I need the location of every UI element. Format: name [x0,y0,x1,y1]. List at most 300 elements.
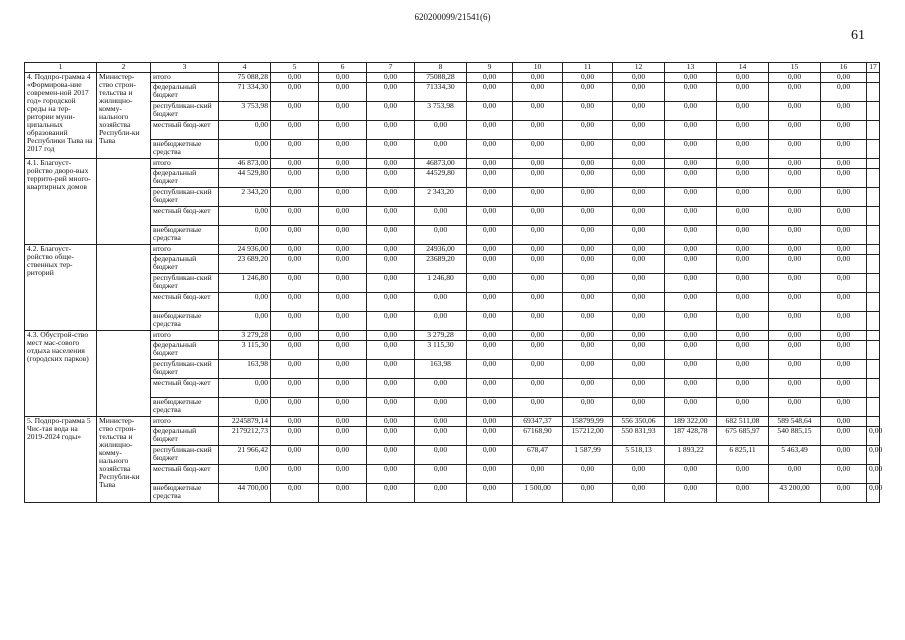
amount-cell: 23 689,20 [219,255,271,274]
table-row [25,293,880,312]
amount-cell: 0,00 [319,140,367,159]
amount-cell: 0,00 [271,293,319,312]
table-row [25,427,880,446]
funding-source: республикан-ский бюджет [151,446,219,465]
funding-source: внебюджетные средства [151,484,219,503]
amount-cell: 0,00 [513,255,563,274]
amount-cell: 0,00 [513,465,563,484]
amount-cell: 0,00 [271,207,319,226]
amount-cell: 0,00 [367,379,415,398]
table-row [25,207,880,226]
amount-cell: 0,00 [613,465,665,484]
amount-cell: 0,00 [613,255,665,274]
amount-cell: 0,00 [319,169,367,188]
amount-cell: 0,00 [613,169,665,188]
funding-source: внебюджетные средства [151,226,219,245]
amount-cell: 0,00 [467,83,513,102]
amount-cell: 0,00 [867,427,880,446]
amount-cell: 0,00 [717,293,769,312]
amount-cell: 0,00 [219,226,271,245]
amount-cell: 0,00 [821,427,867,446]
column-number: 7 [367,63,415,73]
funding-source: республикан-ский бюджет [151,188,219,207]
amount-cell: 540 885,15 [769,427,821,446]
amount-cell: 0,00 [821,188,867,207]
amount-cell: 0,00 [563,245,613,255]
amount-cell: 0,00 [271,102,319,121]
amount-cell: 0,00 [271,484,319,503]
amount-cell: 0,00 [467,207,513,226]
amount-cell: 0,00 [717,465,769,484]
amount-cell: 0,00 [613,341,665,360]
amount-cell: 0,00 [513,169,563,188]
amount-cell: 0,00 [467,484,513,503]
amount-cell: 0,00 [769,312,821,331]
amount-cell: 6 825,11 [717,446,769,465]
amount-cell: 0,00 [563,360,613,379]
responsible-executor: Министер-ство строи-тельства и жилищно-комму-нального хозяйства Республи-ки Тыва [97,73,151,159]
amount-cell: 0,00 [513,83,563,102]
amount-cell: 0,00 [415,293,467,312]
amount-cell: 0,00 [613,398,665,417]
amount-cell: 0,00 [769,73,821,83]
amount-cell: 158799,99 [563,417,613,427]
amount-cell: 0,00 [219,293,271,312]
amount-cell: 0,00 [769,207,821,226]
amount-cell: 0,00 [563,255,613,274]
amount-cell: 0,00 [367,484,415,503]
amount-cell: 0,00 [367,207,415,226]
amount-cell: 46 873,00 [219,159,271,169]
amount-cell: 0,00 [563,226,613,245]
amount-cell: 0,00 [563,73,613,83]
amount-cell: 0,00 [563,102,613,121]
amount-cell [867,360,880,379]
amount-cell: 0,00 [513,121,563,140]
table-row [25,274,880,293]
amount-cell: 0,00 [717,188,769,207]
program-name: 4.1. Благоуст-ройство дворо-вых террито-рий много-квартирных домов [25,159,97,245]
amount-cell: 0,00 [821,83,867,102]
table-row [25,83,880,102]
table-row [25,331,880,341]
amount-cell: 0,00 [319,159,367,169]
amount-cell: 2 343,20 [219,188,271,207]
column-number: 11 [563,63,613,73]
amount-cell: 0,00 [821,331,867,341]
amount-cell: 0,00 [821,379,867,398]
column-number: 8 [415,63,467,73]
amount-cell: 0,00 [563,274,613,293]
amount-cell: 0,00 [367,73,415,83]
program-name: 4.2. Благоуст-ройство обще-ственных тер-риторий [25,245,97,331]
amount-cell: 0,00 [717,73,769,83]
page-number: 61 [851,28,865,43]
amount-cell: 0,00 [367,312,415,331]
amount-cell: 0,00 [319,226,367,245]
amount-cell: 0,00 [613,484,665,503]
amount-cell: 0,00 [769,169,821,188]
amount-cell [867,379,880,398]
amount-cell: 0,00 [367,341,415,360]
responsible-executor [97,245,151,331]
amount-cell: 0,00 [271,169,319,188]
amount-cell: 0,00 [717,255,769,274]
responsible-executor [97,159,151,245]
amount-cell [867,341,880,360]
amount-cell: 0,00 [867,465,880,484]
table-row [25,465,880,484]
column-number: 17 [867,63,880,73]
amount-cell: 678,47 [513,446,563,465]
amount-cell: 0,00 [415,427,467,446]
amount-cell: 0,00 [319,188,367,207]
amount-cell: 0,00 [367,226,415,245]
amount-cell [867,312,880,331]
amount-cell: 0,00 [769,226,821,245]
amount-cell: 5 518,13 [613,446,665,465]
amount-cell: 0,00 [367,293,415,312]
amount-cell: 0,00 [717,245,769,255]
amount-cell: 0,00 [613,293,665,312]
amount-cell: 0,00 [665,121,717,140]
amount-cell: 0,00 [367,245,415,255]
amount-cell: 0,00 [219,207,271,226]
amount-cell: 0,00 [821,245,867,255]
amount-cell: 0,00 [769,140,821,159]
funding-source: республикан-ский бюджет [151,360,219,379]
amount-cell [867,245,880,255]
amount-cell: 71334,30 [415,83,467,102]
amount-cell: 0,00 [319,245,367,255]
column-number: 6 [319,63,367,73]
table-row [25,360,880,379]
amount-cell: 0,00 [613,188,665,207]
amount-cell: 0,00 [271,360,319,379]
amount-cell: 0,00 [563,398,613,417]
amount-cell: 0,00 [665,484,717,503]
amount-cell: 0,00 [367,121,415,140]
amount-cell [867,169,880,188]
amount-cell [867,293,880,312]
program-name: 4. Подпро-грамма 4 «Формирова-ние современ-ной 2017 год» городской среды на тер-ритории муни-ципальных образований Республики Тыва на 2017 год [25,73,97,159]
amount-cell: 0,00 [665,245,717,255]
amount-cell: 0,00 [665,159,717,169]
amount-cell: 23689,20 [415,255,467,274]
table-row [25,417,880,427]
amount-cell: 2245879,14 [219,417,271,427]
funding-source: федеральный бюджет [151,169,219,188]
amount-cell: 0,00 [821,484,867,503]
amount-cell: 0,00 [367,465,415,484]
funding-source: местный бюд-жет [151,121,219,140]
amount-cell: 589 548,64 [769,417,821,427]
amount-cell: 0,00 [563,159,613,169]
amount-cell: 0,00 [563,207,613,226]
table-row [25,484,880,503]
amount-cell: 0,00 [415,312,467,331]
amount-cell: 0,00 [821,417,867,427]
amount-cell: 1 500,00 [513,484,563,503]
amount-cell: 0,00 [271,255,319,274]
amount-cell: 0,00 [769,331,821,341]
amount-cell [867,159,880,169]
amount-cell: 0,00 [513,188,563,207]
amount-cell: 0,00 [717,169,769,188]
amount-cell: 0,00 [319,293,367,312]
table-row [25,446,880,465]
amount-cell: 24 936,00 [219,245,271,255]
amount-cell: 0,00 [367,274,415,293]
amount-cell: 0,00 [769,188,821,207]
amount-cell: 0,00 [271,417,319,427]
amount-cell: 0,00 [613,226,665,245]
table-row [25,312,880,331]
amount-cell: 0,00 [415,446,467,465]
amount-cell: 0,00 [513,207,563,226]
amount-cell: 0,00 [271,83,319,102]
funding-source: внебюджетные средства [151,312,219,331]
amount-cell: 0,00 [271,121,319,140]
amount-cell: 0,00 [665,331,717,341]
amount-cell: 0,00 [769,341,821,360]
amount-cell: 0,00 [769,83,821,102]
amount-cell: 0,00 [769,293,821,312]
amount-cell: 0,00 [717,360,769,379]
amount-cell: 0,00 [821,312,867,331]
amount-cell: 0,00 [271,312,319,331]
table-row [25,188,880,207]
funding-source: федеральный бюджет [151,341,219,360]
amount-cell: 189 322,00 [665,417,717,427]
funding-source: итого [151,159,219,169]
amount-cell: 0,00 [271,159,319,169]
amount-cell: 0,00 [769,274,821,293]
amount-cell: 0,00 [513,245,563,255]
table-row [25,102,880,121]
amount-cell: 0,00 [367,188,415,207]
amount-cell [867,73,880,83]
amount-cell: 163,98 [415,360,467,379]
amount-cell: 0,00 [665,398,717,417]
funding-source: местный бюд-жет [151,207,219,226]
amount-cell: 0,00 [613,331,665,341]
amount-cell: 0,00 [367,360,415,379]
amount-cell: 157212,00 [563,427,613,446]
amount-cell: 0,00 [319,341,367,360]
amount-cell: 0,00 [821,293,867,312]
amount-cell: 0,00 [665,341,717,360]
amount-cell: 0,00 [415,417,467,427]
amount-cell: 0,00 [513,331,563,341]
amount-cell: 0,00 [467,379,513,398]
column-number: 1 [25,63,97,73]
column-number: 15 [769,63,821,73]
amount-cell: 44 700,00 [219,484,271,503]
column-number: 4 [219,63,271,73]
amount-cell: 0,00 [513,274,563,293]
amount-cell: 0,00 [219,312,271,331]
amount-cell: 0,00 [367,169,415,188]
amount-cell: 0,00 [821,465,867,484]
amount-cell: 0,00 [613,159,665,169]
amount-cell: 675 685,97 [717,427,769,446]
column-number: 13 [665,63,717,73]
amount-cell: 0,00 [319,427,367,446]
column-number: 2 [97,63,151,73]
amount-cell: 0,00 [821,255,867,274]
amount-cell: 0,00 [821,446,867,465]
amount-cell: 0,00 [415,121,467,140]
amount-cell: 0,00 [467,427,513,446]
amount-cell: 0,00 [319,484,367,503]
amount-cell: 3 115,30 [219,341,271,360]
amount-cell: 0,00 [467,398,513,417]
amount-cell: 0,00 [821,341,867,360]
table-row [25,121,880,140]
amount-cell: 0,00 [415,140,467,159]
amount-cell: 0,00 [415,398,467,417]
amount-cell: 2179212,73 [219,427,271,446]
amount-cell: 0,00 [367,255,415,274]
amount-cell: 0,00 [513,140,563,159]
amount-cell: 0,00 [367,417,415,427]
amount-cell: 0,00 [563,169,613,188]
amount-cell: 69347,37 [513,417,563,427]
column-number: 16 [821,63,867,73]
table-row [25,341,880,360]
amount-cell: 0,00 [563,121,613,140]
amount-cell: 0,00 [613,73,665,83]
amount-cell: 0,00 [367,331,415,341]
amount-cell: 0,00 [367,427,415,446]
amount-cell: 0,00 [219,379,271,398]
amount-cell: 0,00 [821,159,867,169]
amount-cell: 0,00 [717,102,769,121]
amount-cell: 0,00 [513,398,563,417]
amount-cell: 0,00 [821,274,867,293]
amount-cell: 0,00 [665,293,717,312]
budget-table [24,62,883,503]
amount-cell: 0,00 [613,245,665,255]
column-number: 5 [271,63,319,73]
amount-cell: 0,00 [319,102,367,121]
amount-cell [867,121,880,140]
amount-cell: 0,00 [563,140,613,159]
amount-cell: 44 529,80 [219,169,271,188]
amount-cell: 0,00 [563,484,613,503]
amount-cell: 0,00 [821,360,867,379]
amount-cell: 0,00 [821,102,867,121]
amount-cell: 0,00 [319,207,367,226]
amount-cell: 0,00 [513,226,563,245]
amount-cell: 67168,90 [513,427,563,446]
amount-cell: 0,00 [513,341,563,360]
column-number: 10 [513,63,563,73]
amount-cell: 0,00 [367,398,415,417]
funding-source: федеральный бюджет [151,427,219,446]
amount-cell: 75088,28 [415,73,467,83]
amount-cell: 187 428,78 [665,427,717,446]
amount-cell: 0,00 [319,446,367,465]
funding-source: итого [151,417,219,427]
funding-source: республикан-ский бюджет [151,102,219,121]
amount-cell: 0,00 [467,245,513,255]
amount-cell: 0,00 [271,398,319,417]
funding-source: итого [151,331,219,341]
amount-cell: 0,00 [219,140,271,159]
amount-cell: 0,00 [563,341,613,360]
amount-cell: 0,00 [271,465,319,484]
amount-cell: 0,00 [717,331,769,341]
amount-cell: 0,00 [271,379,319,398]
amount-cell: 0,00 [271,226,319,245]
amount-cell: 0,00 [613,207,665,226]
amount-cell: 5 463,49 [769,446,821,465]
amount-cell: 0,00 [769,121,821,140]
amount-cell: 0,00 [665,169,717,188]
amount-cell: 0,00 [613,360,665,379]
amount-cell: 0,00 [367,159,415,169]
table-row [25,226,880,245]
amount-cell: 44529,80 [415,169,467,188]
funding-source: республикан-ский бюджет [151,274,219,293]
amount-cell: 1 246,80 [415,274,467,293]
amount-cell: 0,00 [563,379,613,398]
amount-cell: 0,00 [665,312,717,331]
amount-cell: 0,00 [319,73,367,83]
amount-cell: 0,00 [219,398,271,417]
amount-cell: 0,00 [271,331,319,341]
amount-cell: 0,00 [319,360,367,379]
amount-cell: 0,00 [563,188,613,207]
amount-cell: 0,00 [821,73,867,83]
amount-cell [867,274,880,293]
amount-cell: 0,00 [717,207,769,226]
amount-cell: 0,00 [717,140,769,159]
amount-cell: 0,00 [563,331,613,341]
amount-cell: 0,00 [271,274,319,293]
amount-cell: 0,00 [613,83,665,102]
amount-cell: 0,00 [467,169,513,188]
amount-cell: 0,00 [821,121,867,140]
funding-source: местный бюд-жет [151,293,219,312]
amount-cell: 0,00 [319,255,367,274]
table-row [25,73,880,83]
funding-source: итого [151,73,219,83]
amount-cell: 0,00 [769,255,821,274]
amount-cell: 0,00 [415,484,467,503]
amount-cell: 0,00 [319,417,367,427]
amount-cell: 0,00 [367,83,415,102]
amount-cell: 556 350,06 [613,417,665,427]
amount-cell: 0,00 [271,427,319,446]
amount-cell: 0,00 [467,121,513,140]
amount-cell: 0,00 [821,140,867,159]
amount-cell: 0,00 [319,121,367,140]
amount-cell: 0,00 [271,245,319,255]
table-row [25,169,880,188]
amount-cell: 0,00 [665,188,717,207]
amount-cell: 0,00 [467,465,513,484]
amount-cell: 0,00 [415,226,467,245]
amount-cell: 0,00 [513,102,563,121]
amount-cell: 0,00 [467,341,513,360]
program-name: 5. Подпро-грамма 5 Чис-тая вода на 2019-2024 годы» [25,417,97,503]
amount-cell: 0,00 [467,312,513,331]
column-number: 14 [717,63,769,73]
amount-cell: 0,00 [717,121,769,140]
